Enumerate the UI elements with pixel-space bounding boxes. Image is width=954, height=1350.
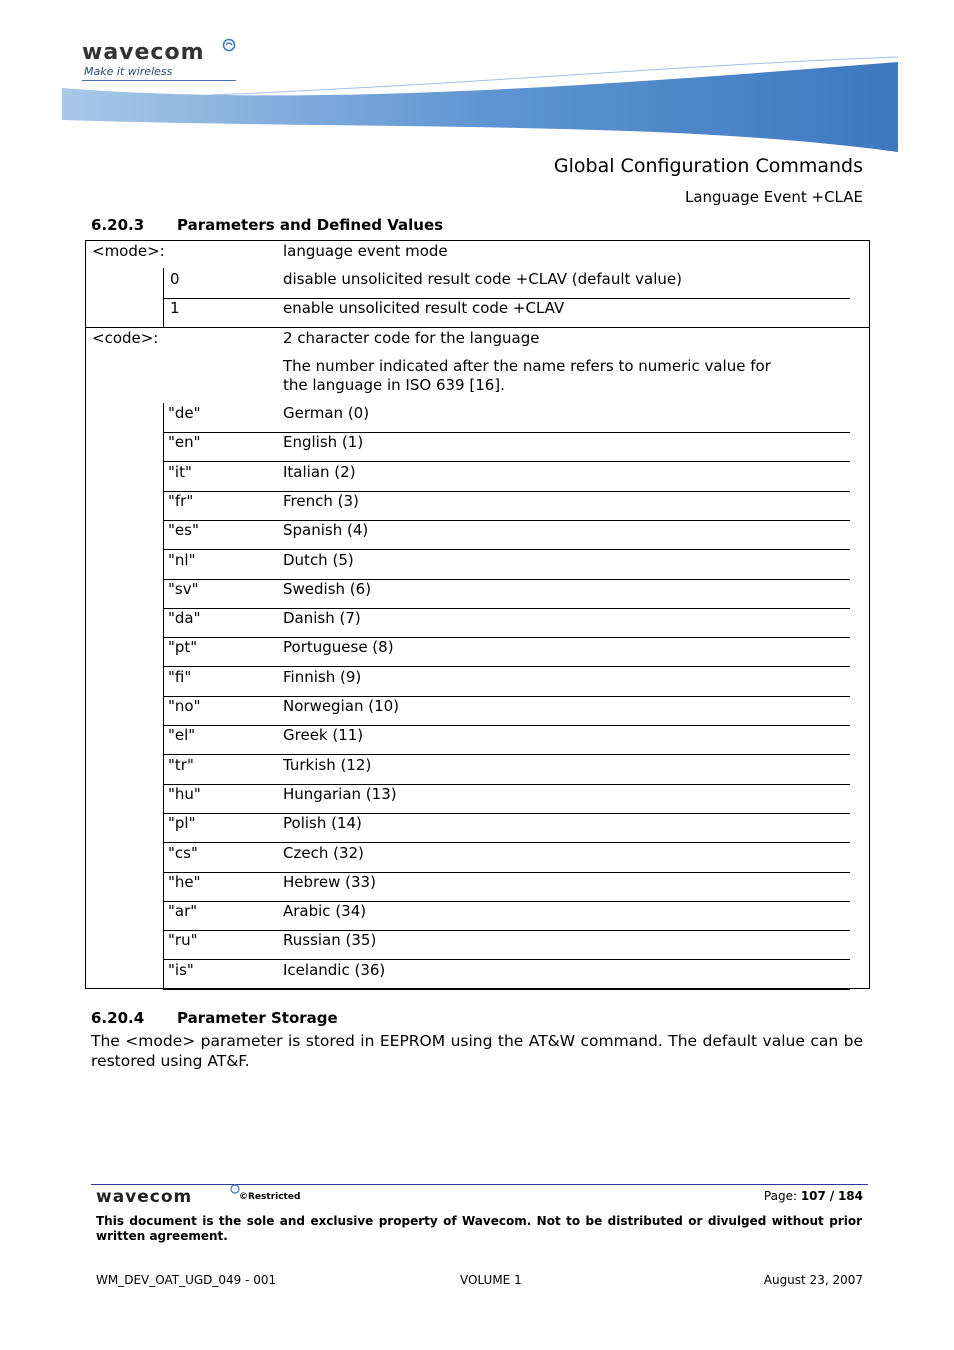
storage-heading-title: Parameter Storage <box>177 1009 338 1027</box>
row-separator <box>163 579 850 580</box>
page-label: Page: <box>763 1189 797 1203</box>
language-name: Greek (11) <box>283 726 364 745</box>
language-code: "en" <box>168 433 201 452</box>
mode-value-label: disable unsolicited result code +CLAV (default value) <box>283 270 682 288</box>
page-total: 184 <box>837 1189 863 1203</box>
section-title: Global Configuration Commands <box>553 155 863 177</box>
language-name: Spanish (4) <box>283 521 369 540</box>
footer-notice: This document is the sole and exclusive property of Wavecom. Not to be distributed or divulged without prior written agreement. <box>96 1214 862 1243</box>
row-separator <box>163 491 850 492</box>
language-code: "fi" <box>168 667 192 686</box>
storage-heading-number: 6.20.4 <box>91 1009 145 1027</box>
row-separator <box>163 520 850 521</box>
code-param-table <box>85 327 870 989</box>
language-code: "cs" <box>168 843 198 862</box>
page-current: 107 <box>800 1189 826 1203</box>
row-separator <box>163 549 850 550</box>
language-name: Danish (7) <box>283 609 361 628</box>
language-code: "sv" <box>168 579 199 598</box>
row-separator <box>163 461 850 462</box>
mode-param-name: <mode>: <box>92 242 165 260</box>
language-name: Italian (2) <box>283 462 356 481</box>
language-code: "es" <box>168 521 199 540</box>
language-name: Norwegian (10) <box>283 697 400 715</box>
row-separator <box>163 901 850 902</box>
language-name: Finnish (9) <box>283 667 362 686</box>
mode-param-description: language event mode <box>283 242 448 260</box>
footer-doc-id: WM_DEV_OAT_UGD_049 - 001 <box>96 1273 277 1287</box>
row-separator <box>163 637 850 638</box>
mode-param-table <box>85 240 870 328</box>
footer-rule <box>91 1184 868 1185</box>
language-code: "he" <box>168 872 201 891</box>
row-separator <box>163 432 850 433</box>
header-swoosh-graphic <box>60 55 900 155</box>
language-code: "is" <box>168 960 194 979</box>
language-name: Portuguese (8) <box>283 638 394 657</box>
footer-date: August 23, 2007 <box>763 1273 863 1287</box>
language-code: "fr" <box>168 491 194 510</box>
language-name: Arabic (34) <box>283 902 367 921</box>
row-separator <box>163 842 850 843</box>
language-name: Russian (35) <box>283 931 377 950</box>
logo-tagline: Make it wireless <box>84 65 173 78</box>
row-separator <box>163 930 850 931</box>
language-code: "hu" <box>168 784 201 803</box>
language-name: French (3) <box>283 491 359 510</box>
row-separator <box>163 754 850 755</box>
row-separator <box>163 989 850 990</box>
language-code: "tr" <box>168 755 194 774</box>
wavecom-logo: wavecom <box>82 40 205 65</box>
language-code: "it" <box>168 462 192 481</box>
language-name: Czech (32) <box>283 843 364 862</box>
mode-value-label: enable unsolicited result code +CLAV <box>283 299 565 317</box>
language-name: Hebrew (33) <box>283 872 376 891</box>
code-param-note: the language in ISO 639 [16]. <box>283 376 505 394</box>
code-param-note: The number indicated after the name refers to numeric value for <box>283 357 771 375</box>
language-name: Polish (14) <box>283 814 362 833</box>
wavecom-logo-mark-icon <box>222 38 236 52</box>
storage-paragraph: The <mode> parameter is stored in EEPROM using the AT&W command. The default value can be restored using AT&F. <box>91 1032 863 1070</box>
language-code: "nl" <box>168 550 196 569</box>
row-separator <box>163 784 850 785</box>
language-name: Swedish (6) <box>283 579 372 598</box>
language-name: German (0) <box>283 404 370 422</box>
language-code: "no" <box>168 697 201 715</box>
footer-wavecom-logo: wavecom <box>96 1187 193 1207</box>
language-name: English (1) <box>283 433 364 452</box>
row-separator <box>163 813 850 814</box>
row-separator <box>163 608 850 609</box>
language-name: Icelandic (36) <box>283 960 386 979</box>
language-code: "el" <box>168 726 196 745</box>
footer-volume: VOLUME 1 <box>460 1273 522 1287</box>
language-code: "de" <box>168 404 201 422</box>
section-subtitle: Language Event +CLAE <box>684 188 863 206</box>
row-separator <box>163 696 850 697</box>
language-name: Dutch (5) <box>283 550 354 569</box>
language-code: "da" <box>168 609 201 628</box>
language-code: "ru" <box>168 931 198 950</box>
row-separator <box>163 666 850 667</box>
row-separator <box>163 725 850 726</box>
mode-value-code: 0 <box>170 270 180 288</box>
language-name: Hungarian (13) <box>283 784 397 803</box>
params-heading-title: Parameters and Defined Values <box>177 216 444 234</box>
language-code: "pt" <box>168 638 198 657</box>
footer-restricted: ©Restricted <box>239 1192 301 1202</box>
mode-value-code: 1 <box>170 299 180 317</box>
params-heading-number: 6.20.3 <box>91 216 145 234</box>
code-param-description: 2 character code for the language <box>283 329 540 347</box>
page-separator: / <box>829 1189 835 1203</box>
storage-heading <box>91 1009 338 1027</box>
language-name: Turkish (12) <box>283 755 372 774</box>
footer-page-number <box>764 1189 863 1203</box>
language-code: "pl" <box>168 814 196 833</box>
row-separator <box>163 872 850 873</box>
params-heading <box>91 216 443 234</box>
language-code: "ar" <box>168 902 198 921</box>
row-separator <box>163 959 850 960</box>
code-param-name: <code>: <box>92 329 159 347</box>
